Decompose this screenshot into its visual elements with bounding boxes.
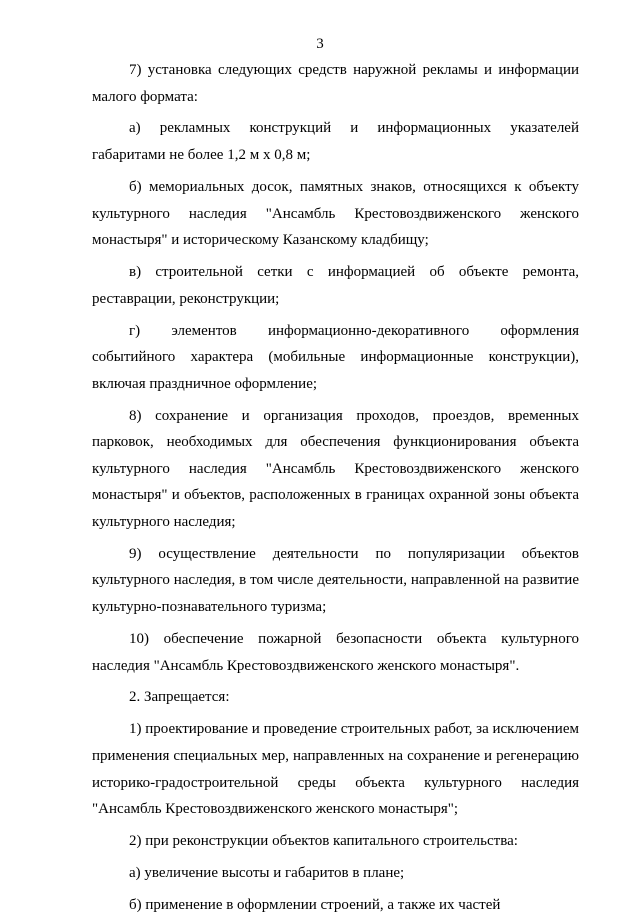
paragraph-10: 10) обеспечение пожарной безопасности объекта культурного наследия "Ансамбль Крестовоздвиженского женского монастыря". bbox=[92, 630, 579, 674]
paragraph-7g: г) элементов информационно-декоративного оформления событийного характера (мобильные информационные конструкции), включая праздничное оформление; bbox=[92, 322, 579, 392]
section-2-heading: 2. Запрещается: bbox=[129, 689, 230, 706]
prohibition-2b: б) применение в оформлении строений, а также их частей bbox=[129, 896, 501, 913]
paragraph-7b: б) мемориальных досок, памятных знаков, относящихся к объекту культурного наследия "Ансамбль Крестовоздвиженского женского монастыря" и историческому Казанскому кладбищу; bbox=[92, 178, 579, 249]
prohibition-2a: а) увеличение высоты и габаритов в плане; bbox=[129, 864, 405, 881]
prohibition-2: 2) при реконструкции объектов капитального строительства: bbox=[129, 833, 518, 849]
paragraph-9: 9) осуществление деятельности по популяризации объектов культурного наследия, в том числе деятельности, направленной на развитие культурно-познавательного туризма; bbox=[92, 545, 579, 616]
page-number: 3 bbox=[316, 36, 324, 52]
paragraph-7-outdoor-ads: 7) установка следующих средств наружной рекламы и информации малого формата: bbox=[92, 62, 579, 105]
paragraph-7v: в) строительной сетки с информацией об объекте ремонта, реставрации, реконструкции; bbox=[92, 264, 579, 307]
paragraph-7a: а) рекламных конструкций и информационных указателей габаритами не более 1,2 м х 0,8 м; bbox=[92, 120, 579, 164]
paragraph-8: 8) сохранение и организация проходов, проездов, временных парковок, необходимых для обеспечения функционирования объекта культурного наследия "Ансамбль Крестовоздвиженского женского монастыря" и объектов, расположенных в границах охранной зоны объекта культурного наследия; bbox=[92, 407, 579, 530]
prohibition-1: 1) проектирование и проведение строительных работ, за исключением применения специальных мер, направленных на сохранение и регенерацию историко-градостроительной среды объекта культурного наследия "Ансамбль Крестовоздвиженского женского монастыря"; bbox=[92, 721, 579, 818]
document-body bbox=[92, 57, 579, 924]
